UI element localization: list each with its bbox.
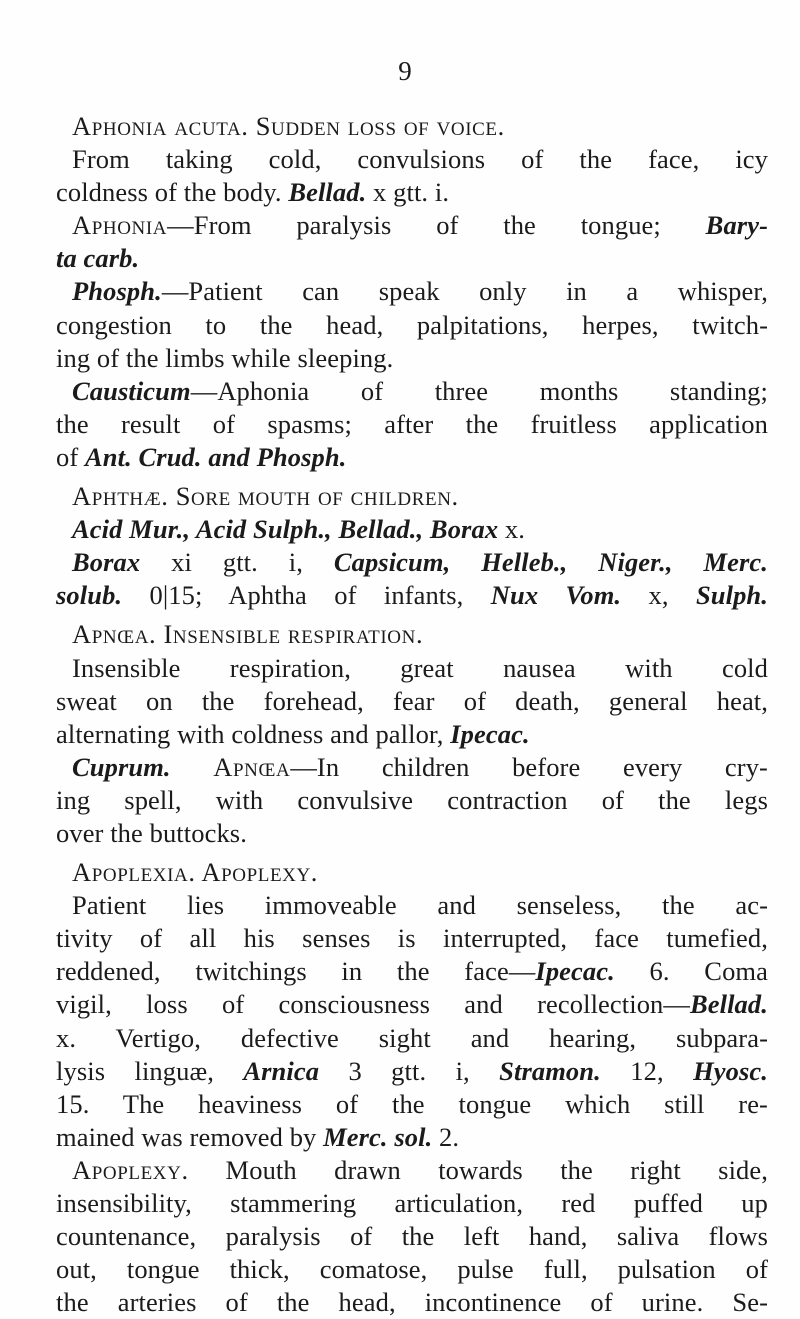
page-body-text <box>56 110 768 1319</box>
text-span: congestion to the head, palpitations, herpes, twitch- <box>56 309 768 340</box>
italic-remedy-text: Borax <box>72 547 141 578</box>
text-line <box>56 143 768 176</box>
text-span: countenance, paralysis of the left hand, saliva flows <box>56 1221 768 1252</box>
text-line <box>56 579 768 612</box>
italic-remedy-text: Ant. Crud. and Phosph. <box>85 441 347 472</box>
text-line <box>56 718 768 751</box>
text-line <box>56 1220 768 1253</box>
text-span: —In children before every cry- <box>290 751 768 782</box>
text-span: Patient lies immoveable and senseless, the ac- <box>72 890 768 921</box>
page-number: 9 <box>398 56 412 86</box>
text-span: x. Vertigo, defective sight and hearing, subpara- <box>56 1022 768 1053</box>
text-span: ing spell, with convulsive contraction of the legs <box>56 784 768 815</box>
text-line <box>56 110 768 143</box>
italic-remedy-text: ta carb. <box>56 243 140 274</box>
text-line <box>56 309 768 342</box>
italic-remedy-text: Stramon. <box>499 1055 601 1086</box>
text-line <box>56 275 768 308</box>
text-line <box>56 685 768 718</box>
small-caps-heading-text: Aphonia <box>72 210 168 241</box>
text-span: insensibility, stammering articulation, red puffed up <box>56 1188 768 1218</box>
text-line <box>56 441 768 474</box>
italic-remedy-text: solub. <box>56 580 123 611</box>
italic-remedy-text: Phosph. <box>72 276 162 307</box>
text-span: vigil, loss of consciousness and recollection— <box>56 989 690 1020</box>
text-span: From taking cold, convulsions of the face, icy <box>72 144 768 175</box>
small-caps-heading-text: Apnœa. Insensible respiration. <box>72 619 424 650</box>
text-line <box>56 375 768 408</box>
text-span: —From paralysis of the tongue; <box>167 210 706 241</box>
text-line <box>56 480 768 513</box>
italic-remedy-text: Bellad. <box>690 989 768 1020</box>
text-span: 0|15; Aphtha of infants, <box>122 580 491 611</box>
text-span: 6. Coma <box>614 956 768 987</box>
italic-remedy-text: Acid Mur., Acid Sulph., Bellad., Borax <box>72 514 499 545</box>
italic-remedy-text: Merc. sol. <box>323 1121 433 1152</box>
text-span: —Patient can speak only in a whisper, <box>161 276 768 307</box>
text-span: tivity of all his senses is interrupted, face tumefied, <box>56 923 768 954</box>
text-span: x. <box>498 514 525 545</box>
text-line <box>56 955 768 988</box>
italic-remedy-text: Causticum <box>72 375 191 406</box>
text-line <box>56 1088 768 1121</box>
text-line <box>56 889 768 922</box>
text-span: sweat on the forehead, fear of death, general heat, <box>56 685 768 716</box>
text-line <box>56 1055 768 1088</box>
italic-remedy-text: Bary- <box>705 210 768 241</box>
text-span: lysis linguæ, <box>56 1055 244 1086</box>
text-line <box>56 1253 768 1286</box>
text-line <box>56 176 768 209</box>
text-line <box>56 1286 768 1319</box>
text-span: of <box>56 441 85 472</box>
text-line <box>56 784 768 817</box>
text-span: mained was removed by <box>56 1121 324 1152</box>
italic-remedy-text: Ipecac. <box>535 956 615 987</box>
text-line <box>56 513 768 546</box>
text-span: the arteries of the head, incontinence of urine. Se- <box>56 1287 768 1318</box>
text-line <box>56 242 768 275</box>
text-line <box>56 652 768 685</box>
text-line <box>56 922 768 955</box>
text-line <box>56 988 768 1021</box>
small-caps-heading-text: Apoplexy <box>72 1154 182 1185</box>
text-span: 2. <box>432 1121 460 1152</box>
text-span: reddened, twitchings in the face— <box>56 956 536 987</box>
text-line <box>56 1187 768 1220</box>
italic-remedy-text: Bellad. <box>288 177 367 208</box>
text-span: Insensible respiration, great nausea with cold <box>72 652 768 683</box>
text-line <box>56 1022 768 1055</box>
text-line <box>56 546 768 579</box>
text-line <box>56 1154 768 1187</box>
small-caps-heading-text: Apnœa <box>213 751 291 782</box>
text-span: x gtt. i. <box>366 177 450 208</box>
italic-remedy-text: Capsicum, Helleb., Niger., Merc. <box>333 547 768 578</box>
text-line <box>56 408 768 441</box>
small-caps-heading-text: Apoplexia. Apoplexy. <box>72 857 319 888</box>
text-line <box>56 1121 768 1154</box>
italic-remedy-text: Ipecac. <box>450 718 530 749</box>
text-line <box>56 751 768 784</box>
text-line <box>56 342 768 375</box>
small-caps-heading-text: Aphonia acuta. Sudden loss of voice. <box>72 111 505 141</box>
text-span: —Aphonia of three months standing; <box>190 375 768 406</box>
text-span: over the buttocks. <box>56 817 247 848</box>
text-span: xi gtt. i, <box>140 547 334 578</box>
text-span: the result of spasms; after the fruitless application <box>56 408 768 439</box>
text-span <box>171 752 214 782</box>
text-span: 15. The heaviness of the tongue which still re- <box>56 1088 768 1119</box>
text-line <box>56 618 768 651</box>
text-line <box>56 209 768 242</box>
text-span: . Mouth drawn towards the right side, <box>181 1154 768 1185</box>
text-span: x, <box>621 580 696 611</box>
text-span: 12, <box>600 1055 694 1086</box>
text-line <box>56 817 768 850</box>
text-span: out, tongue thick, comatose, pulse full, pulsation of <box>56 1254 768 1285</box>
small-caps-heading-text: Aphthæ. Sore mouth of children. <box>72 481 459 512</box>
text-line <box>56 856 768 889</box>
text-span: coldness of the body. <box>56 177 289 208</box>
italic-remedy-text: Sulph. <box>695 580 768 611</box>
text-span: ing of the limbs while sleeping. <box>56 342 394 373</box>
italic-remedy-text: Nux Vom. <box>490 580 622 611</box>
text-span: 3 gtt. i, <box>319 1055 500 1086</box>
text-span: alternating with coldness and pallor, <box>56 718 451 749</box>
italic-remedy-text: Arnica <box>243 1055 320 1086</box>
italic-remedy-text: Hyosc. <box>693 1055 768 1086</box>
italic-remedy-text: Cuprum. <box>72 751 171 782</box>
